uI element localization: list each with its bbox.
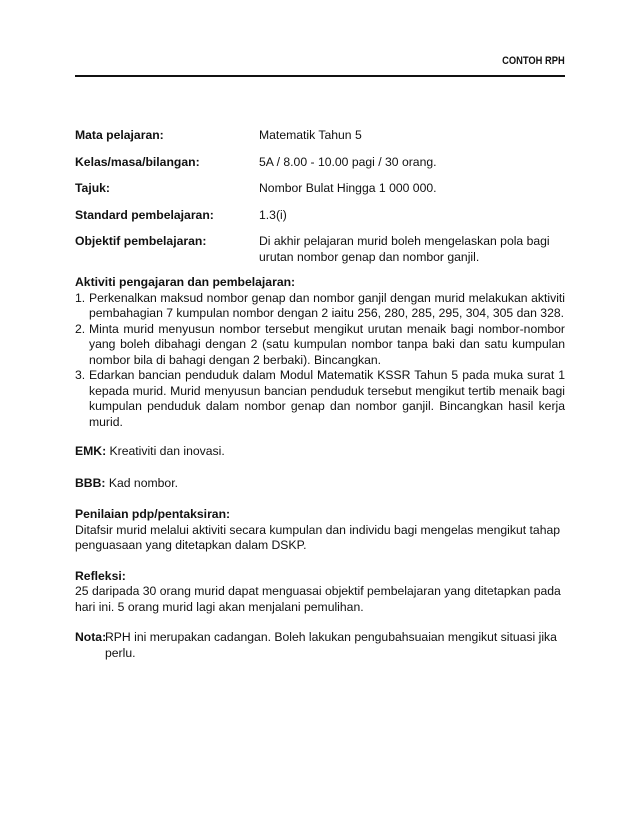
penilaian-text: Ditafsir murid melalui aktiviti secara kumpulan dan individu bagi mengelas mengikut tahap penguasaan yang ditetapkan dalam DSKP. [75,522,561,552]
emk-line [75,444,565,460]
list-item-number: 3. [75,368,86,382]
bbb-line [75,476,565,492]
nota-section [75,630,565,661]
bbb-key: BBB: [75,475,106,490]
list-item-number: 1. [75,290,86,305]
list-item [75,322,565,369]
aktiviti-list [75,291,565,431]
info-row-topic [75,181,565,197]
nota-key: Nota: [75,630,107,644]
penilaian-title: Penilaian pdp/pentaksiran: [75,507,231,521]
info-value: 1.3(i) [259,207,287,222]
info-value: Di akhir pelajaran murid boleh mengelaskan pola bagi urutan nombor genap dan nombor ganjil. [259,234,550,264]
document-content [75,128,565,661]
info-key: Mata pelajaran: [75,128,164,142]
info-key: Tajuk: [75,181,110,195]
emk-value: Kreativiti dan inovasi. [109,444,225,458]
header-rule [75,75,565,77]
info-value: Nombor Bulat Hingga 1 000 000. [259,181,437,195]
aktiviti-title: Aktiviti pengajaran dan pembelajaran: [75,275,296,289]
list-item [75,291,565,322]
penilaian-section [75,507,565,554]
info-row-objective [75,234,565,265]
info-row-subject [75,128,565,144]
info-key: Standard pembelajaran: [75,207,214,222]
list-item-number: 2. [75,321,86,336]
list-item [75,368,565,430]
bbb-value: Kad nombor. [108,475,178,490]
refleksi-section [75,569,565,616]
info-value: Matematik Tahun 5 [259,128,362,142]
info-row-class [75,155,565,171]
info-key: Kelas/masa/bilangan: [75,154,200,169]
info-key: Objektif pembelajaran: [75,234,207,248]
info-value: 5A / 8.00 - 10.00 pagi / 30 orang. [259,154,437,169]
refleksi-title: Refleksi: [75,568,126,583]
refleksi-text: 25 daripada 30 orang murid dapat menguasai objektif pembelajaran yang ditetapkan pada hari ini. 5 orang murid lagi akan menjalani pemulihan. [75,584,561,614]
header-label: CONTOH RPH [502,55,565,67]
nota-value: RPH ini merupakan cadangan. Boleh lakukan pengubahsuaian mengikut situasi jika perlu. [105,630,557,660]
list-item-text: Edarkan bancian penduduk dalam Modul Matematik KSSR Tahun 5 pada muka surat 1 kepada murid. Murid menyusun bancian penduduk tersebut mengikut tertib menaik bagi kumpulan penduduk dalam nombor genap dan nombor ganjil. Bincangkan hasil kerja murid. [89,368,565,429]
emk-key: EMK: [75,444,107,458]
list-item-text: Perkenalkan maksud nombor genap dan nombor ganjil dengan murid melakukan aktiviti pembahagian 7 kumpulan nombor dengan 2 iaitu 256, 280, 285, 295, 304, 305 dan 328. [89,290,565,320]
list-item-text: Minta murid menyusun nombor tersebut mengikut urutan menaik bagi nombor-nombor yang boleh dibahagi dengan 2 (satu kumpulan nombor tanpa baki dan satu kumpulan nombor bila di bahagi dengan 2 berbaki). Bincangkan. [89,321,565,367]
info-row-standard [75,208,565,224]
aktiviti-section [75,275,565,430]
